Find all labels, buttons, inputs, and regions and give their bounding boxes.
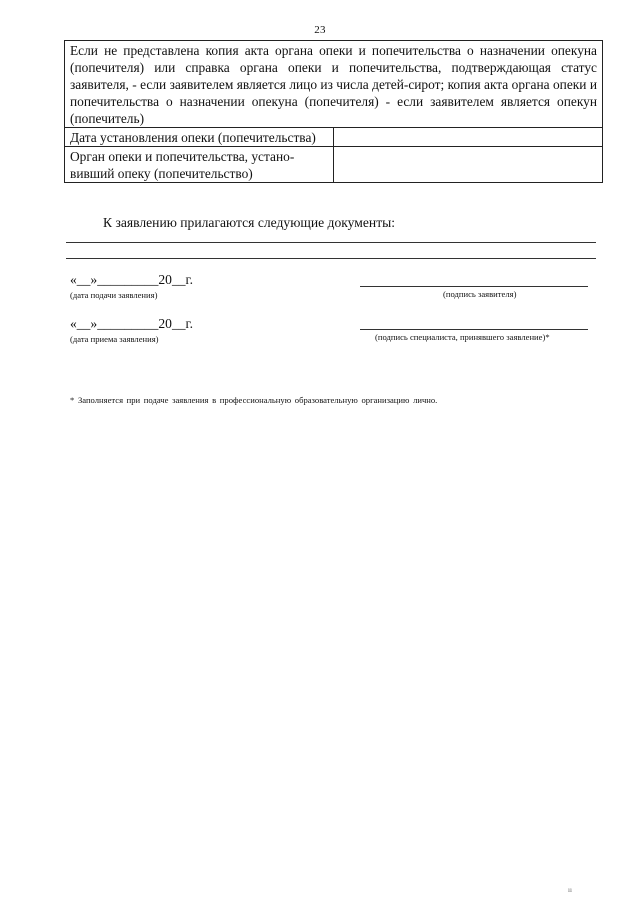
specialist-signature-caption: (подпись специалиста, принявшего заявление)* <box>375 332 550 342</box>
specialist-signature-line[interactable] <box>360 329 588 330</box>
accept-date-line[interactable]: «__»_________20__г. <box>70 316 193 331</box>
submit-date-caption: (дата подачи заявления) <box>70 290 158 300</box>
guardianship-authority-label: Орган опеки и попечительства, установивший опеку (попечительство) <box>65 147 334 183</box>
table-row <box>65 147 603 183</box>
attachments-line-2[interactable] <box>66 258 596 259</box>
table-row <box>65 41 603 128</box>
submit-date-line[interactable]: «__»_________20__г. <box>70 272 193 287</box>
applicant-signature-line[interactable] <box>360 286 588 287</box>
guardianship-table <box>64 40 603 183</box>
guardianship-authority-field[interactable] <box>334 147 603 183</box>
accept-date-caption: (дата приема заявления) <box>70 334 159 344</box>
guardianship-date-field[interactable] <box>334 128 603 147</box>
attachments-line-1[interactable] <box>66 242 596 243</box>
table-row <box>65 128 603 147</box>
corner-mark: ıı <box>568 886 572 894</box>
guardianship-date-label: Дата установления опеки (попечительства) <box>65 128 334 147</box>
guardianship-documents-cell: Если не представлена копия акта органа опеки и попечительства о назначении опекуна (попечителя) или справка органа опеки и попечительства, подтверждающая статус заявителя, - если заявителем является лицо из числа детей-сирот; копия акта органа опеки и попечительства о назначении опекуна (попечителя) - если заявителем является опекун (попечитель) <box>65 41 603 128</box>
applicant-signature-caption: (подпись заявителя) <box>443 289 517 299</box>
attachments-title: К заявлению прилагаются следующие документы: <box>103 215 396 230</box>
footnote: * Заполняется при подаче заявления в профессиональную образовательную организацию лично. <box>70 395 438 405</box>
page-number: 23 <box>314 24 326 36</box>
